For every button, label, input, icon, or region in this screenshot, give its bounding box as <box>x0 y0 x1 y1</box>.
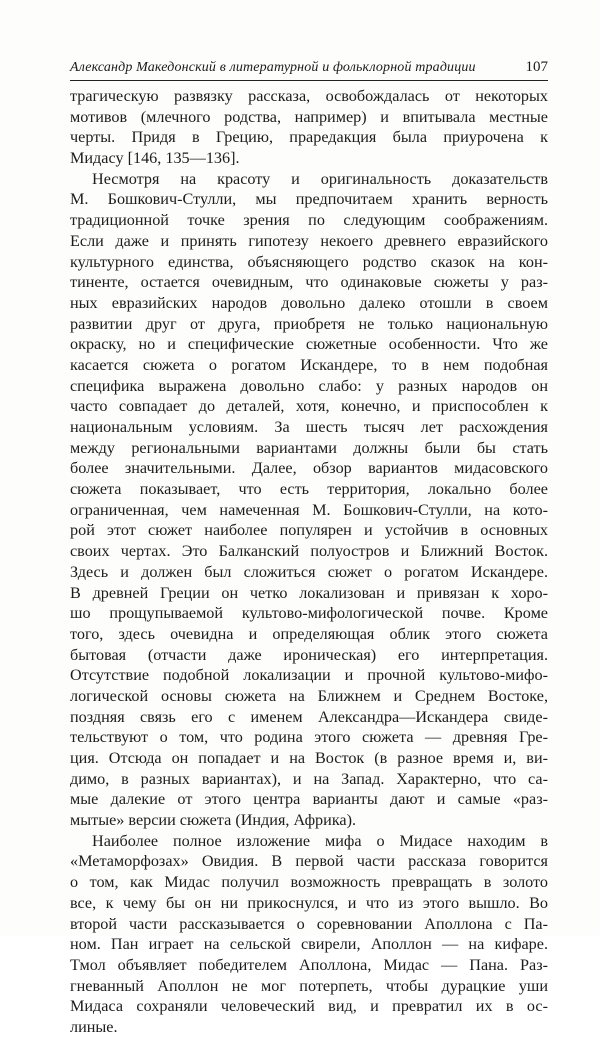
running-head: Александр Македонский в литературной и фольклорной традиции <box>70 60 476 75</box>
body-text <box>70 86 548 1038</box>
text-line: М. Бошкович-Стулли, мы предпочитаем хранить верность <box>70 190 548 209</box>
text-line: тельствуют о том, что родина этого сюжета — древняя Гре- <box>70 728 548 747</box>
text-line: мотивов (млечного родства, например) и впитывала местные <box>70 107 548 126</box>
page-header <box>70 58 548 81</box>
text-line: Мидаса сохраняли человеческий вид, и превратил их в ос- <box>70 997 548 1016</box>
text-line: трагическую развязку рассказа, освобождалась от некоторых <box>70 87 548 105</box>
text-line: димо, в разных вариантах), и на Запад. Характерно, что са- <box>70 769 548 788</box>
text-line: Здесь и должен был сложиться сюжет о рогатом Искандере. <box>70 562 548 581</box>
text-line: ограниченная, чем намеченная М. Бошкович-Стулли, на кото- <box>70 500 548 519</box>
text-line: Несмотря на красоту и оригинальность доказательств <box>92 169 548 188</box>
text-line: ных евразийских народов довольно далеко отошли в своем <box>70 293 548 312</box>
text-line: черты. Придя в Грецию, праредакция была приурочена к <box>70 128 548 147</box>
text-line: все, к чему бы он ни прикоснулся, и что из этого вышло. Во <box>70 893 548 912</box>
text-line: Наиболее полное изложение мифа о Мидасе находим в <box>92 831 548 850</box>
text-line: бытовая (отчасти даже ироническая) его интерпретация. <box>70 645 548 664</box>
text-line: культурного единства, объясняющего родство сказок на кон- <box>70 252 548 271</box>
text-line: касается сюжета о рогатом Искандере, то в нем подобная <box>70 355 548 374</box>
text-line: тиненте, остается очевидным, что одинаковые сюжеты у раз- <box>70 273 548 292</box>
text-line: Тмол объявляет победителем Аполлона, Мидас — Пана. Раз- <box>70 955 548 974</box>
text-line: линые. <box>70 1017 118 1036</box>
text-line: ция. Отсюда он попадает и на Восток (в разное время и, ви- <box>70 749 548 767</box>
text-line: традиционной точке зрения по следующим соображениям. <box>70 211 548 230</box>
text-line: гневанный Аполлон не мог потерпеть, чтобы дурацкие уши <box>70 976 548 995</box>
text-line: между региональными вариантами должны были бы стать <box>70 438 548 457</box>
text-line: рой этот сюжет наиболее популярен и устойчив в основных <box>70 521 548 540</box>
text-line: «Метаморфозах» Овидия. В первой части рассказа говорится <box>70 852 548 871</box>
text-line: логической основы сюжета на Ближнем и Среднем Востоке, <box>70 686 548 705</box>
text-line: развитии друг от друга, приобретя не только национальную <box>70 314 548 333</box>
text-line: того, здесь очевидна и определяющая облик этого сюжета <box>70 624 548 643</box>
page-number: 107 <box>525 59 548 75</box>
text-line: Отсутствие подобной локализации и прочной культово-мифо- <box>70 666 548 685</box>
text-line: мые далекие от этого центра варианты дают и самые «раз- <box>70 790 548 809</box>
text-line: часто совпадает до деталей, хотя, конечно, и приспособлен к <box>70 397 548 416</box>
text-line: окраску, но и специфические сюжетные особенности. Что же <box>70 335 548 354</box>
text-line: более значительными. Далее, обзор вариантов мидасовского <box>70 459 548 478</box>
text-line: национальным условиям. За шесть тысяч лет расхождения <box>70 418 548 436</box>
text-line: мытые» версии сюжета (Индия, Африка). <box>70 811 357 830</box>
text-line: своих чертах. Это Балканский полуостров и Ближний Восток. <box>70 542 548 561</box>
text-line: Мидасу [146, 135—136]. <box>70 149 240 168</box>
text-line: ном. Пан играет на сельской свирели, Аполлон — на кифаре. <box>70 935 548 954</box>
text-line: поздняя связь его с именем Александра—Искандера свиде- <box>70 707 548 726</box>
text-line: специфика выражена довольно слабо: у разных народов он <box>70 376 548 395</box>
text-line: В древней Греции он четко локализован и привязан к хоро- <box>70 583 548 602</box>
text-line: шо прощупываемой культово-мифологической почве. Кроме <box>70 604 548 623</box>
text-line: сюжета показывает, что есть территория, локально более <box>70 480 548 499</box>
text-line: второй части рассказывается о соревновании Аполлона с Па- <box>70 914 548 933</box>
text-line: о том, как Мидас получил возможность превращать в золото <box>70 873 548 892</box>
text-line: Если даже и принять гипотезу некоего древнего евразийского <box>70 231 548 250</box>
